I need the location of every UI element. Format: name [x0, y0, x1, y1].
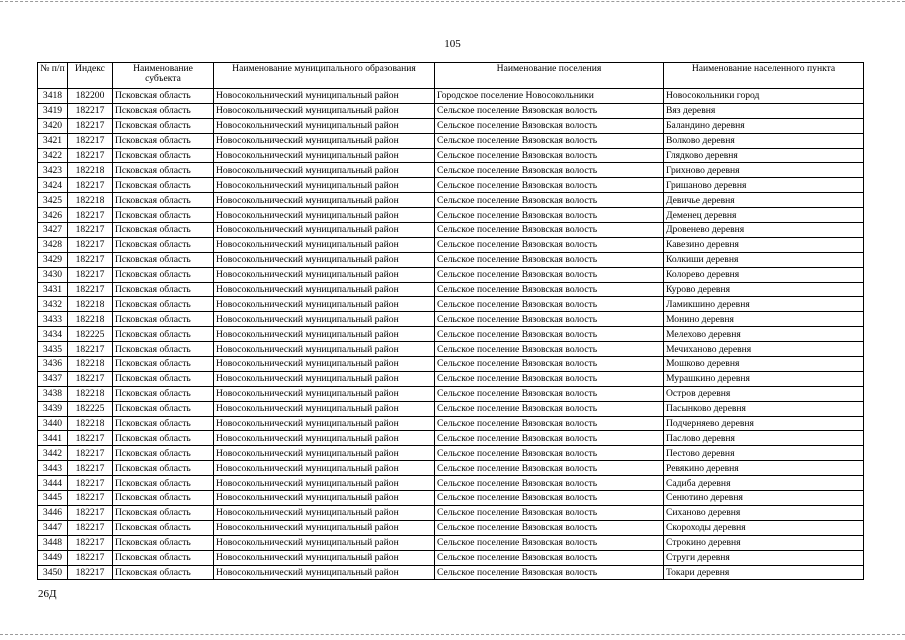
cell-number: 3428: [38, 237, 68, 252]
cell-subject: Псковская область: [113, 505, 214, 520]
cell-settlement: Сельское поселение Вязовская волость: [435, 476, 664, 491]
settlements-table: [37, 62, 864, 580]
cell-municipality: Новосокольнический муниципальный район: [214, 550, 435, 565]
table-row: [38, 312, 864, 327]
cell-locality: Глядково деревня: [664, 148, 864, 163]
cell-locality: Дровенево деревня: [664, 223, 864, 238]
cell-number: 3431: [38, 282, 68, 297]
cell-locality: Деменец деревня: [664, 208, 864, 223]
cell-locality: Курово деревня: [664, 282, 864, 297]
cell-settlement: Сельское поселение Вязовская волость: [435, 163, 664, 178]
cell-index: 182217: [68, 520, 113, 535]
cell-locality: Пестово деревня: [664, 446, 864, 461]
cell-municipality: Новосокольнический муниципальный район: [214, 520, 435, 535]
cell-subject: Псковская область: [113, 386, 214, 401]
cell-subject: Псковская область: [113, 163, 214, 178]
cell-municipality: Новосокольнический муниципальный район: [214, 476, 435, 491]
cell-number: 3435: [38, 342, 68, 357]
cell-subject: Псковская область: [113, 476, 214, 491]
cell-municipality: Новосокольнический муниципальный район: [214, 103, 435, 118]
cell-number: 3432: [38, 297, 68, 312]
header-locality: Наименование населенного пункта: [664, 63, 864, 89]
cell-settlement: Сельское поселение Вязовская волость: [435, 357, 664, 372]
cell-subject: Псковская область: [113, 118, 214, 133]
cell-index: 182217: [68, 267, 113, 282]
scan-edge-top: [0, 1, 905, 3]
cell-number: 3444: [38, 476, 68, 491]
cell-municipality: Новосокольнический муниципальный район: [214, 163, 435, 178]
table-row: [38, 282, 864, 297]
table-row: [38, 386, 864, 401]
table-row: [38, 416, 864, 431]
cell-subject: Псковская область: [113, 357, 214, 372]
cell-number: 3427: [38, 223, 68, 238]
cell-municipality: Новосокольнический муниципальный район: [214, 461, 435, 476]
cell-settlement: Сельское поселение Вязовская волость: [435, 386, 664, 401]
cell-municipality: Новосокольнический муниципальный район: [214, 327, 435, 342]
cell-subject: Псковская область: [113, 103, 214, 118]
cell-municipality: Новосокольнический муниципальный район: [214, 386, 435, 401]
cell-municipality: Новосокольнический муниципальный район: [214, 178, 435, 193]
cell-settlement: Сельское поселение Вязовская волость: [435, 401, 664, 416]
scan-edge-bottom: [0, 634, 905, 636]
cell-municipality: Новосокольнический муниципальный район: [214, 446, 435, 461]
cell-index: 182225: [68, 401, 113, 416]
cell-locality: Волково деревня: [664, 133, 864, 148]
table-row: [38, 118, 864, 133]
table-row: [38, 267, 864, 282]
table-row: [38, 461, 864, 476]
table-row: [38, 535, 864, 550]
cell-number: 3445: [38, 491, 68, 506]
table-row: [38, 505, 864, 520]
cell-locality: Скороходы деревня: [664, 520, 864, 535]
cell-locality: Сиханово деревня: [664, 505, 864, 520]
cell-settlement: Сельское поселение Вязовская волость: [435, 312, 664, 327]
cell-index: 182218: [68, 193, 113, 208]
page-number: 105: [444, 38, 461, 50]
cell-settlement: Сельское поселение Вязовская волость: [435, 148, 664, 163]
cell-index: 182200: [68, 89, 113, 104]
cell-locality: Новосокольники город: [664, 89, 864, 104]
cell-settlement: Сельское поселение Вязовская волость: [435, 431, 664, 446]
cell-settlement: Сельское поселение Вязовская волость: [435, 520, 664, 535]
cell-number: 3418: [38, 89, 68, 104]
cell-number: 3439: [38, 401, 68, 416]
cell-number: 3447: [38, 520, 68, 535]
cell-settlement: Сельское поселение Вязовская волость: [435, 327, 664, 342]
cell-settlement: Сельское поселение Вязовская волость: [435, 133, 664, 148]
cell-municipality: Новосокольнический муниципальный район: [214, 491, 435, 506]
cell-subject: Псковская область: [113, 565, 214, 580]
cell-subject: Псковская область: [113, 535, 214, 550]
cell-locality: Вяз деревня: [664, 103, 864, 118]
table-row: [38, 252, 864, 267]
cell-index: 182217: [68, 208, 113, 223]
cell-settlement: Сельское поселение Вязовская волость: [435, 550, 664, 565]
cell-subject: Псковская область: [113, 520, 214, 535]
cell-municipality: Новосокольнический муниципальный район: [214, 535, 435, 550]
cell-settlement: Сельское поселение Вязовская волость: [435, 461, 664, 476]
cell-municipality: Новосокольнический муниципальный район: [214, 297, 435, 312]
cell-municipality: Новосокольнический муниципальный район: [214, 371, 435, 386]
cell-index: 182217: [68, 342, 113, 357]
cell-subject: Псковская область: [113, 491, 214, 506]
cell-municipality: Новосокольнический муниципальный район: [214, 416, 435, 431]
table-row: [38, 371, 864, 386]
cell-subject: Псковская область: [113, 312, 214, 327]
cell-locality: Грихново деревня: [664, 163, 864, 178]
header-municipality: Наименование муниципального образования: [214, 63, 435, 89]
cell-settlement: Сельское поселение Вязовская волость: [435, 252, 664, 267]
table-row: [38, 208, 864, 223]
header-settlement: Наименование поселения: [435, 63, 664, 89]
cell-subject: Псковская область: [113, 252, 214, 267]
cell-settlement: Городское поселение Новосокольники: [435, 89, 664, 104]
header-index: Индекс: [68, 63, 113, 89]
cell-locality: Колорево деревня: [664, 267, 864, 282]
cell-number: 3437: [38, 371, 68, 386]
cell-index: 182217: [68, 282, 113, 297]
table-row: [38, 401, 864, 416]
cell-locality: Мелехово деревня: [664, 327, 864, 342]
cell-municipality: Новосокольнический муниципальный район: [214, 401, 435, 416]
cell-locality: Строкино деревня: [664, 535, 864, 550]
cell-locality: Баландино деревня: [664, 118, 864, 133]
cell-settlement: Сельское поселение Вязовская волость: [435, 103, 664, 118]
cell-locality: Остров деревня: [664, 386, 864, 401]
cell-number: 3421: [38, 133, 68, 148]
cell-municipality: Новосокольнический муниципальный район: [214, 223, 435, 238]
table-row: [38, 237, 864, 252]
cell-locality: Ламикшино деревня: [664, 297, 864, 312]
cell-index: 182218: [68, 386, 113, 401]
cell-municipality: Новосокольнический муниципальный район: [214, 431, 435, 446]
cell-number: 3443: [38, 461, 68, 476]
cell-locality: Пасынково деревня: [664, 401, 864, 416]
cell-settlement: Сельское поселение Вязовская волость: [435, 118, 664, 133]
cell-settlement: Сельское поселение Вязовская волость: [435, 297, 664, 312]
cell-index: 182225: [68, 327, 113, 342]
cell-municipality: Новосокольнический муниципальный район: [214, 148, 435, 163]
cell-municipality: Новосокольнический муниципальный район: [214, 133, 435, 148]
cell-municipality: Новосокольнический муниципальный район: [214, 208, 435, 223]
cell-locality: Мошково деревня: [664, 357, 864, 372]
cell-locality: Сенютино деревня: [664, 491, 864, 506]
cell-municipality: Новосокольнический муниципальный район: [214, 237, 435, 252]
cell-municipality: Новосокольнический муниципальный район: [214, 193, 435, 208]
cell-subject: Псковская область: [113, 267, 214, 282]
cell-number: 3425: [38, 193, 68, 208]
cell-subject: Псковская область: [113, 89, 214, 104]
cell-settlement: Сельское поселение Вязовская волость: [435, 505, 664, 520]
table-body: [38, 89, 864, 580]
cell-index: 182217: [68, 565, 113, 580]
cell-settlement: Сельское поселение Вязовская волость: [435, 237, 664, 252]
cell-index: 182218: [68, 416, 113, 431]
table-row: [38, 446, 864, 461]
cell-settlement: Сельское поселение Вязовская волость: [435, 491, 664, 506]
cell-index: 182217: [68, 505, 113, 520]
cell-settlement: Сельское поселение Вязовская волость: [435, 223, 664, 238]
cell-municipality: Новосокольнический муниципальный район: [214, 565, 435, 580]
cell-settlement: Сельское поселение Вязовская волость: [435, 267, 664, 282]
table-row: [38, 520, 864, 535]
cell-subject: Псковская область: [113, 461, 214, 476]
cell-number: 3420: [38, 118, 68, 133]
table-row: [38, 193, 864, 208]
footer-code: 26Д: [38, 588, 57, 600]
table-row: [38, 491, 864, 506]
table-row: [38, 163, 864, 178]
cell-index: 182218: [68, 357, 113, 372]
cell-settlement: Сельское поселение Вязовская волость: [435, 178, 664, 193]
header-subject: Наименование субъекта: [113, 63, 214, 89]
cell-municipality: Новосокольнический муниципальный район: [214, 89, 435, 104]
cell-index: 182217: [68, 491, 113, 506]
cell-locality: Токари деревня: [664, 565, 864, 580]
cell-subject: Псковская область: [113, 223, 214, 238]
cell-number: 3450: [38, 565, 68, 580]
cell-locality: Гришаново деревня: [664, 178, 864, 193]
cell-municipality: Новосокольнический муниципальный район: [214, 312, 435, 327]
cell-number: 3426: [38, 208, 68, 223]
cell-index: 182217: [68, 178, 113, 193]
cell-locality: Ревякино деревня: [664, 461, 864, 476]
cell-number: 3442: [38, 446, 68, 461]
cell-municipality: Новосокольнический муниципальный район: [214, 267, 435, 282]
cell-index: 182217: [68, 148, 113, 163]
cell-settlement: Сельское поселение Вязовская волость: [435, 193, 664, 208]
table-row: [38, 550, 864, 565]
cell-index: 182217: [68, 252, 113, 267]
cell-index: 182217: [68, 133, 113, 148]
cell-subject: Псковская область: [113, 327, 214, 342]
cell-subject: Псковская область: [113, 431, 214, 446]
cell-subject: Псковская область: [113, 401, 214, 416]
cell-number: 3429: [38, 252, 68, 267]
table-row: [38, 297, 864, 312]
table-row: [38, 178, 864, 193]
cell-settlement: Сельское поселение Вязовская волость: [435, 342, 664, 357]
cell-settlement: Сельское поселение Вязовская волость: [435, 446, 664, 461]
cell-subject: Псковская область: [113, 208, 214, 223]
cell-locality: Кавезино деревня: [664, 237, 864, 252]
cell-number: 3449: [38, 550, 68, 565]
cell-index: 182217: [68, 461, 113, 476]
table-row: [38, 565, 864, 580]
cell-locality: Мечиханово деревня: [664, 342, 864, 357]
cell-locality: Струги деревня: [664, 550, 864, 565]
cell-settlement: Сельское поселение Вязовская волость: [435, 416, 664, 431]
cell-index: 182217: [68, 103, 113, 118]
table-row: [38, 357, 864, 372]
cell-municipality: Новосокольнический муниципальный район: [214, 342, 435, 357]
cell-locality: Девичье деревня: [664, 193, 864, 208]
cell-index: 182217: [68, 371, 113, 386]
cell-subject: Псковская область: [113, 446, 214, 461]
cell-subject: Псковская область: [113, 297, 214, 312]
cell-index: 182217: [68, 550, 113, 565]
cell-locality: Паслово деревня: [664, 431, 864, 446]
table-row: [38, 342, 864, 357]
cell-number: 3436: [38, 357, 68, 372]
cell-number: 3433: [38, 312, 68, 327]
cell-index: 182217: [68, 237, 113, 252]
cell-subject: Псковская область: [113, 416, 214, 431]
cell-locality: Мурашкино деревня: [664, 371, 864, 386]
cell-settlement: Сельское поселение Вязовская волость: [435, 371, 664, 386]
cell-index: 182218: [68, 297, 113, 312]
cell-subject: Псковская область: [113, 133, 214, 148]
table-row: [38, 148, 864, 163]
cell-subject: Псковская область: [113, 237, 214, 252]
cell-settlement: Сельское поселение Вязовская волость: [435, 565, 664, 580]
table-row: [38, 89, 864, 104]
cell-number: 3446: [38, 505, 68, 520]
table-row: [38, 476, 864, 491]
cell-subject: Псковская область: [113, 148, 214, 163]
cell-municipality: Новосокольнический муниципальный район: [214, 118, 435, 133]
cell-index: 182217: [68, 476, 113, 491]
cell-number: 3434: [38, 327, 68, 342]
cell-index: 182217: [68, 118, 113, 133]
cell-subject: Псковская область: [113, 193, 214, 208]
cell-settlement: Сельское поселение Вязовская волость: [435, 208, 664, 223]
cell-locality: Подчерняево деревня: [664, 416, 864, 431]
cell-index: 182218: [68, 312, 113, 327]
header-number: № п/п: [38, 63, 68, 89]
cell-index: 182218: [68, 163, 113, 178]
cell-locality: Колкиши деревня: [664, 252, 864, 267]
cell-number: 3440: [38, 416, 68, 431]
cell-index: 182217: [68, 535, 113, 550]
cell-number: 3438: [38, 386, 68, 401]
cell-locality: Монино деревня: [664, 312, 864, 327]
cell-municipality: Новосокольнический муниципальный район: [214, 282, 435, 297]
table-row: [38, 223, 864, 238]
table-row: [38, 327, 864, 342]
cell-number: 3422: [38, 148, 68, 163]
cell-index: 182217: [68, 446, 113, 461]
cell-number: 3419: [38, 103, 68, 118]
cell-index: 182217: [68, 223, 113, 238]
cell-settlement: Сельское поселение Вязовская волость: [435, 282, 664, 297]
cell-number: 3424: [38, 178, 68, 193]
table-row: [38, 431, 864, 446]
cell-municipality: Новосокольнический муниципальный район: [214, 252, 435, 267]
cell-number: 3441: [38, 431, 68, 446]
cell-subject: Псковская область: [113, 282, 214, 297]
cell-settlement: Сельское поселение Вязовская волость: [435, 535, 664, 550]
cell-number: 3448: [38, 535, 68, 550]
table-header-row: [38, 63, 864, 89]
table-row: [38, 133, 864, 148]
cell-subject: Псковская область: [113, 550, 214, 565]
cell-subject: Псковская область: [113, 371, 214, 386]
cell-number: 3430: [38, 267, 68, 282]
cell-subject: Псковская область: [113, 342, 214, 357]
cell-number: 3423: [38, 163, 68, 178]
cell-index: 182217: [68, 431, 113, 446]
cell-municipality: Новосокольнический муниципальный район: [214, 357, 435, 372]
table-row: [38, 103, 864, 118]
cell-locality: Садиба деревня: [664, 476, 864, 491]
cell-subject: Псковская область: [113, 178, 214, 193]
cell-municipality: Новосокольнический муниципальный район: [214, 505, 435, 520]
